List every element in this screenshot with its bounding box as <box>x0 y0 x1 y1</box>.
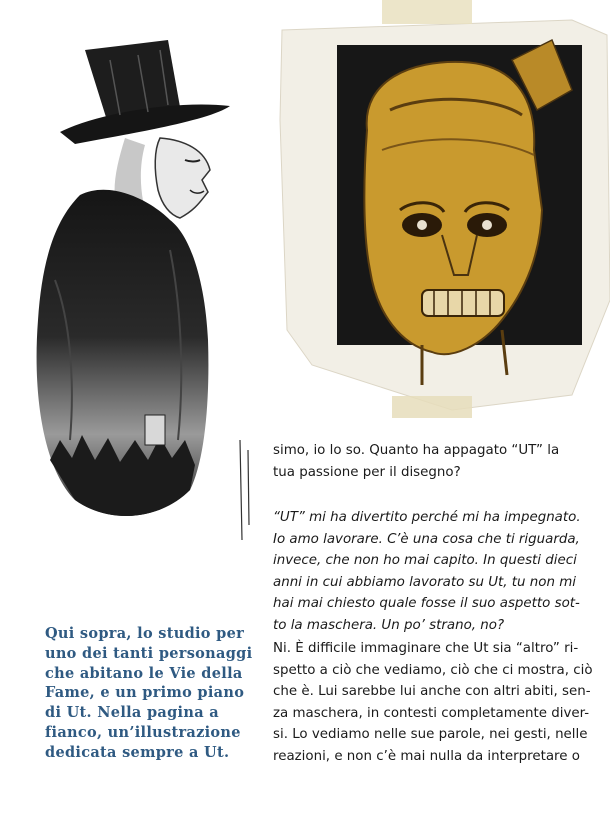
caption-line: dedicata sempre a Ut. <box>45 743 230 761</box>
text-line: “UT” mi ha divertito perché mi ha impegnato. <box>273 510 581 525</box>
text-line: Ni. È difficile immaginare che Ut sia “altro” ri- <box>273 641 579 656</box>
text-line: invece, che non ho mai capito. In questi dieci <box>273 553 577 568</box>
text-line: si. Lo vediamo nelle sue parole, nei gesti, nelle <box>273 727 588 742</box>
face <box>155 138 210 218</box>
text-line: tua passione per il disegno? <box>273 464 461 480</box>
caption-line: fianco, un’illustrazione <box>45 723 241 741</box>
tape-bottom <box>392 396 472 418</box>
interview-question <box>273 440 600 483</box>
image-caption <box>45 624 260 763</box>
text-line: che è. Lui sarebbe lui anche con altri abiti, sen- <box>273 684 591 699</box>
caption-line: Qui sopra, lo studio per <box>45 625 245 642</box>
interview-answer-italic <box>273 507 600 636</box>
tape-top <box>382 0 472 24</box>
caption-line: di Ut. Nella pagina a <box>45 704 219 722</box>
text-line: reazioni, e non c’è mai nulla da interpretare o <box>273 748 580 764</box>
ut-mask-portrait-illustration <box>272 0 610 430</box>
caption-line: che abitano le Vie della <box>45 664 243 682</box>
text-line: anni in cui abbiamo lavorato su Ut, tu non mi <box>273 574 576 590</box>
top-hat-figure-illustration <box>20 20 255 540</box>
text-line: Io amo lavorare. C’è una cosa che ti riguarda, <box>273 531 580 547</box>
hat-brim <box>60 104 230 144</box>
text-line: za maschera, in contesti completamente diver- <box>273 705 590 721</box>
text-line: hai mai chiesto quale fosse il suo aspetto sot- <box>273 596 580 611</box>
caption-line: Fame, e un primo piano <box>45 684 245 702</box>
text-line: spetto a ciò che vediamo, ciò che ci mostra, ciò <box>273 662 593 678</box>
caption-line: uno dei tanti personaggi <box>45 644 253 662</box>
text-line: to la maschera. Un po’ strano, no? <box>273 617 505 633</box>
interview-body-paragraph <box>273 638 600 767</box>
text-line: simo, io lo so. Quanto ha appagato “UT” la <box>273 443 560 458</box>
